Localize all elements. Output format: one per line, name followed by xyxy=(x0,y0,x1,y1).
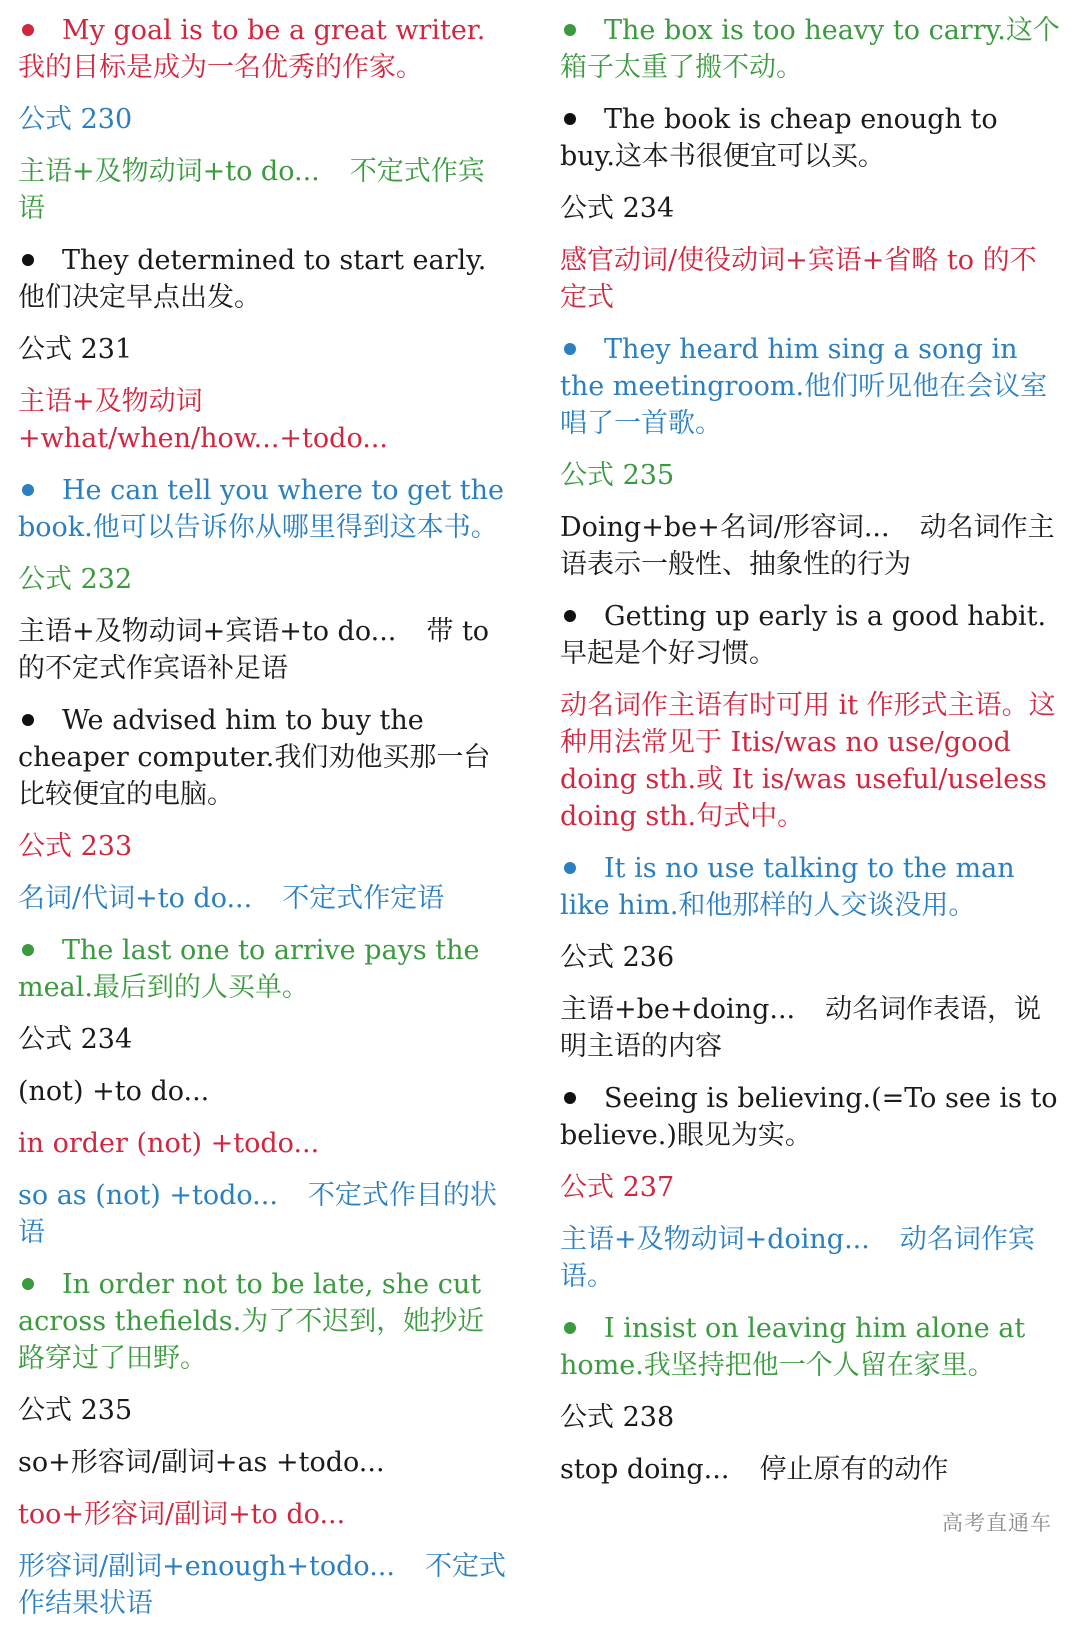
bullet-dot-icon xyxy=(22,1278,34,1290)
example-sentence xyxy=(18,1266,510,1377)
formula-rule xyxy=(18,880,510,917)
formula-line: 主语+及物动词+what/when/how...+todo... xyxy=(18,386,388,454)
formula-line: so+形容词/副词+as +todo... xyxy=(18,1447,385,1478)
formula-rule xyxy=(560,1451,1060,1488)
rule-pattern: Doing+be+名词/形容词... xyxy=(560,512,890,543)
formula-heading: 公式 231 xyxy=(18,334,133,365)
formula-rule xyxy=(18,153,510,227)
example-sentence xyxy=(560,850,1060,924)
rule-note: 动名词作主语表示一般性、抽象性的行为 xyxy=(560,512,1055,580)
left-column xyxy=(18,12,510,1637)
bullet-dot-icon xyxy=(564,610,576,622)
rule-pattern: 主语+及物动词+to do... xyxy=(18,156,320,187)
bullet-dot-icon xyxy=(564,862,576,874)
example-text: My goal is to be a great writer.我的目标是成为一名优秀的作家。 xyxy=(18,15,486,83)
example-text: In order not to be late, she cut across thefields.为了不迟到，她抄近路穿过了田野。 xyxy=(18,1269,485,1374)
example-text: The box is too heavy to carry.这个箱子太重了搬不动。 xyxy=(560,15,1060,83)
example-text: They heard him sing a song in the meetingroom.他们听见他在会议室唱了一首歌。 xyxy=(560,334,1048,439)
formula-heading: 公式 233 xyxy=(18,831,133,862)
example-sentence xyxy=(18,242,510,316)
formula-rule xyxy=(18,613,510,687)
example-text: He can tell you where to get the book.他可以告诉你从哪里得到这本书。 xyxy=(18,475,505,543)
rule-note: 不定式作目的状语 xyxy=(18,1180,497,1248)
example-text: I insist on leaving him alone at home.我坚持把他一个人留在家里。 xyxy=(560,1313,1026,1381)
watermark: 高考直通车 xyxy=(942,1511,1052,1535)
formula-rule xyxy=(560,1221,1060,1295)
formula-heading: 公式 235 xyxy=(18,1395,133,1426)
rule-note: 动名词作宾语。 xyxy=(560,1224,1035,1292)
formula-rule xyxy=(560,991,1060,1065)
rule-pattern: stop doing... xyxy=(560,1454,730,1485)
example-text: It is no use talking to the man like him.和他那样的人交谈没用。 xyxy=(560,853,1015,921)
bullet-dot-icon xyxy=(564,24,576,36)
formula-heading: 公式 234 xyxy=(560,193,675,224)
example-sentence xyxy=(18,702,510,813)
formula-heading: 公式 236 xyxy=(560,942,675,973)
bullet-dot-icon xyxy=(22,254,34,266)
formula-heading: 公式 230 xyxy=(18,104,133,135)
bullet-dot-icon xyxy=(564,1092,576,1104)
bullet-dot-icon xyxy=(564,1322,576,1334)
example-sentence xyxy=(18,12,510,86)
formula-line: (not) +to do... xyxy=(18,1076,210,1107)
formula-heading: 公式 235 xyxy=(560,460,675,491)
formula-heading: 公式 232 xyxy=(18,564,133,595)
formula-heading: 公式 238 xyxy=(560,1402,675,1433)
bullet-dot-icon xyxy=(22,714,34,726)
example-sentence xyxy=(560,101,1060,175)
example-sentence xyxy=(560,598,1060,672)
bullet-dot-icon xyxy=(22,24,34,36)
right-column xyxy=(560,12,1060,1503)
example-sentence xyxy=(560,12,1060,86)
rule-note: 不定式作宾语 xyxy=(18,156,485,224)
formula-line: in order (not) +todo... xyxy=(18,1128,320,1159)
rule-pattern: 主语+及物动词+doing... xyxy=(560,1224,870,1255)
rule-pattern: 名词/代词+to do... xyxy=(18,883,253,914)
rule-pattern: 主语+be+doing... xyxy=(560,994,796,1025)
example-text: Seeing is believing.(=To see is to believe.)眼见为实。 xyxy=(560,1083,1058,1151)
example-sentence xyxy=(18,472,510,546)
rule-note: 不定式作定语 xyxy=(282,883,445,914)
bullet-dot-icon xyxy=(564,113,576,125)
bullet-dot-icon xyxy=(564,343,576,355)
example-sentence xyxy=(560,1310,1060,1384)
example-text: We advised him to buy the cheaper computer.我们劝他买那一台比较便宜的电脑。 xyxy=(18,705,491,810)
example-text: They determined to start early.他们决定早点出发。 xyxy=(18,245,487,313)
rule-pattern: 主语+及物动词+宾语+to do... xyxy=(18,616,397,647)
rule-pattern: 形容词/副词+enough+todo... xyxy=(18,1551,395,1582)
formula-rule xyxy=(18,1548,510,1622)
example-text: The book is cheap enough to buy.这本书很便宜可以买。 xyxy=(560,104,998,172)
example-sentence xyxy=(560,331,1060,442)
rule-note: 停止原有的动作 xyxy=(759,1454,949,1485)
formula-line: 感官动词/使役动词+宾语+省略 to 的不定式 xyxy=(560,245,1037,313)
example-text: Getting up early is a good habit.早起是个好习惯。 xyxy=(560,601,1047,669)
example-sentence xyxy=(560,1080,1060,1154)
formula-rule xyxy=(560,509,1060,583)
bullet-dot-icon xyxy=(22,484,34,496)
formula-rule xyxy=(18,1177,510,1251)
rule-note: 带 to 的不定式作宾语补足语 xyxy=(18,616,490,684)
rule-note: 不定式作结果状语 xyxy=(18,1551,506,1619)
formula-heading: 公式 234 xyxy=(18,1024,133,1055)
rule-note: 动名词作表语，说明主语的内容 xyxy=(560,994,1042,1062)
example-text: The last one to arrive pays the meal.最后到的人买单。 xyxy=(18,935,480,1003)
example-sentence xyxy=(18,932,510,1006)
formula-line: 动名词作主语有时可用 it 作形式主语。这种用法常见于 Itis/was no use/good doing sth.或 It is/was useful/useless doing sth.句式中。 xyxy=(560,690,1056,832)
formula-heading: 公式 237 xyxy=(560,1172,675,1203)
rule-pattern: so as (not) +todo... xyxy=(18,1180,278,1211)
formula-line: too+形容词/副词+to do... xyxy=(18,1499,346,1530)
bullet-dot-icon xyxy=(22,944,34,956)
